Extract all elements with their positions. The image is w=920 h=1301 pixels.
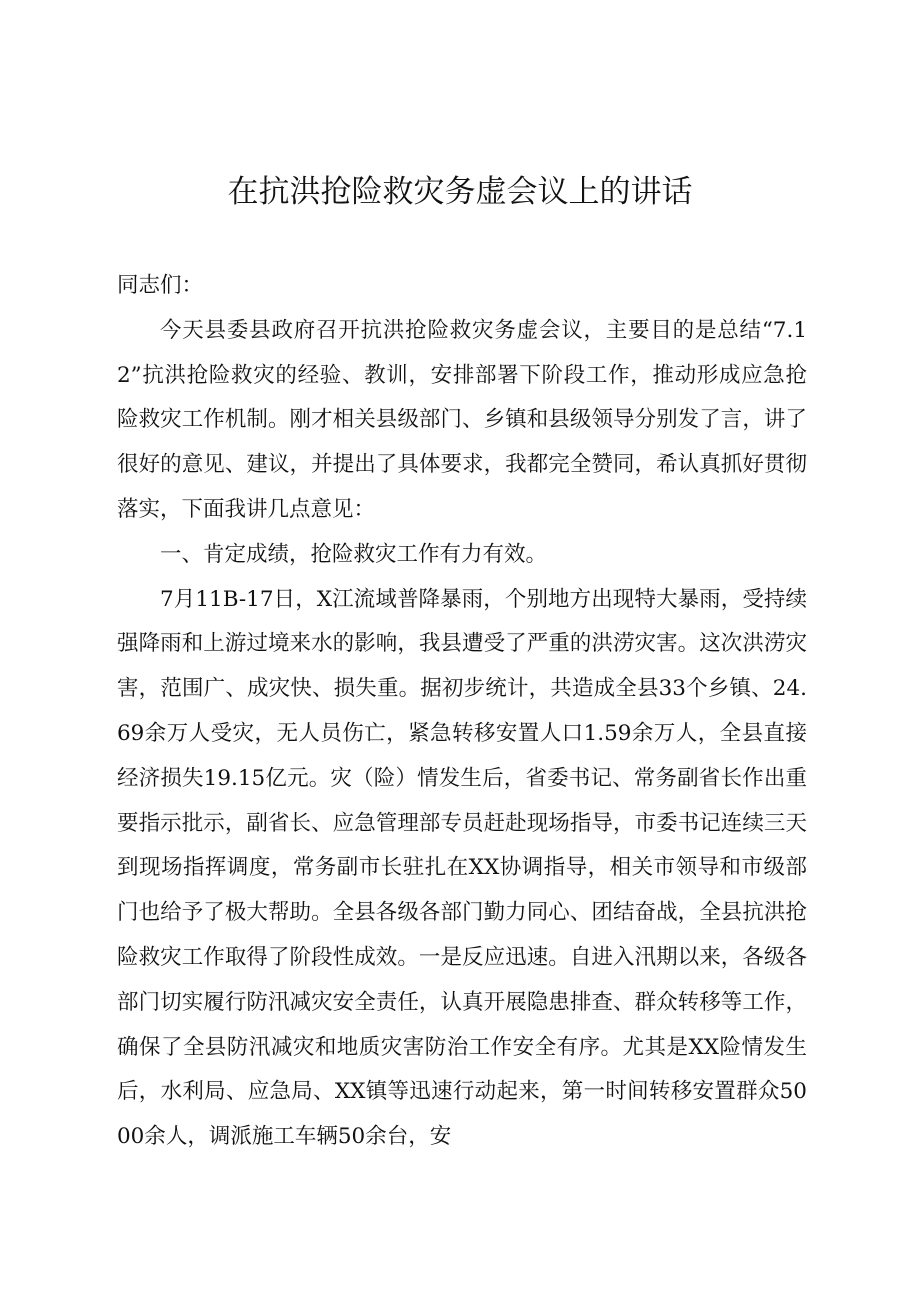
- paragraph-disaster-summary: 7月11B-17日，X江流域普降暴雨，个别地方出现特大暴雨，受持续强降雨和上游过境来水的影响，我县遭受了严重的洪涝灾害。这次洪涝灾害，范围广、成灾快、损失重。据初步统计，共造成全县33个乡镇、24.69余万人受灾，无人员伤亡，紧急转移安置人口1.59余万人，全县直接经济损失19.15亿元。灾（险）情发生后，省委书记、常务副省长作出重要指示批示，副省长、应急管理部专员赶赴现场指导，市委书记连续三天到现场指挥调度，常务副市长驻扎在XX协调指导，相关市领导和市级部门也给予了极大帮助。全县各级各部门勤力同心、团结奋战，全县抗洪抢险救灾工作取得了阶段性成效。一是反应迅速。自进入汛期以来，各级各部门切实履行防汛减灾安全责任，认真开展隐患排查、群众转移等工作，确保了全县防汛减灾和地质灾害防治工作安全有序。尤其是XX险情发生后，水利局、应急局、XX镇等迅速行动起来，第一时间转移安置群众5000余人，调派施工车辆50余台，安: [117, 586, 807, 1150]
- section-heading-1: 一、肯定成绩，抢险救灾工作有力有效。: [160, 541, 548, 567]
- paragraph-intro: 今天县委县政府召开抗洪抢险救灾务虚会议，主要目的是总结“7.12”抗洪抢险救灾的经验、教训，安排部署下阶段工作，推动形成应急抢险救灾工作机制。刚才相关县级部门、乡镇和县级领导分别发了言，讲了很好的意见、建议，并提出了具体要求，我都完全赞同，希认真抓好贯彻落实，下面我讲几点意见：: [117, 317, 807, 522]
- salutation: 同志们：: [117, 273, 204, 298]
- document-body: [117, 264, 807, 1160]
- document-title: 在抗洪抢险救灾务虚会议上的讲话: [227, 174, 693, 210]
